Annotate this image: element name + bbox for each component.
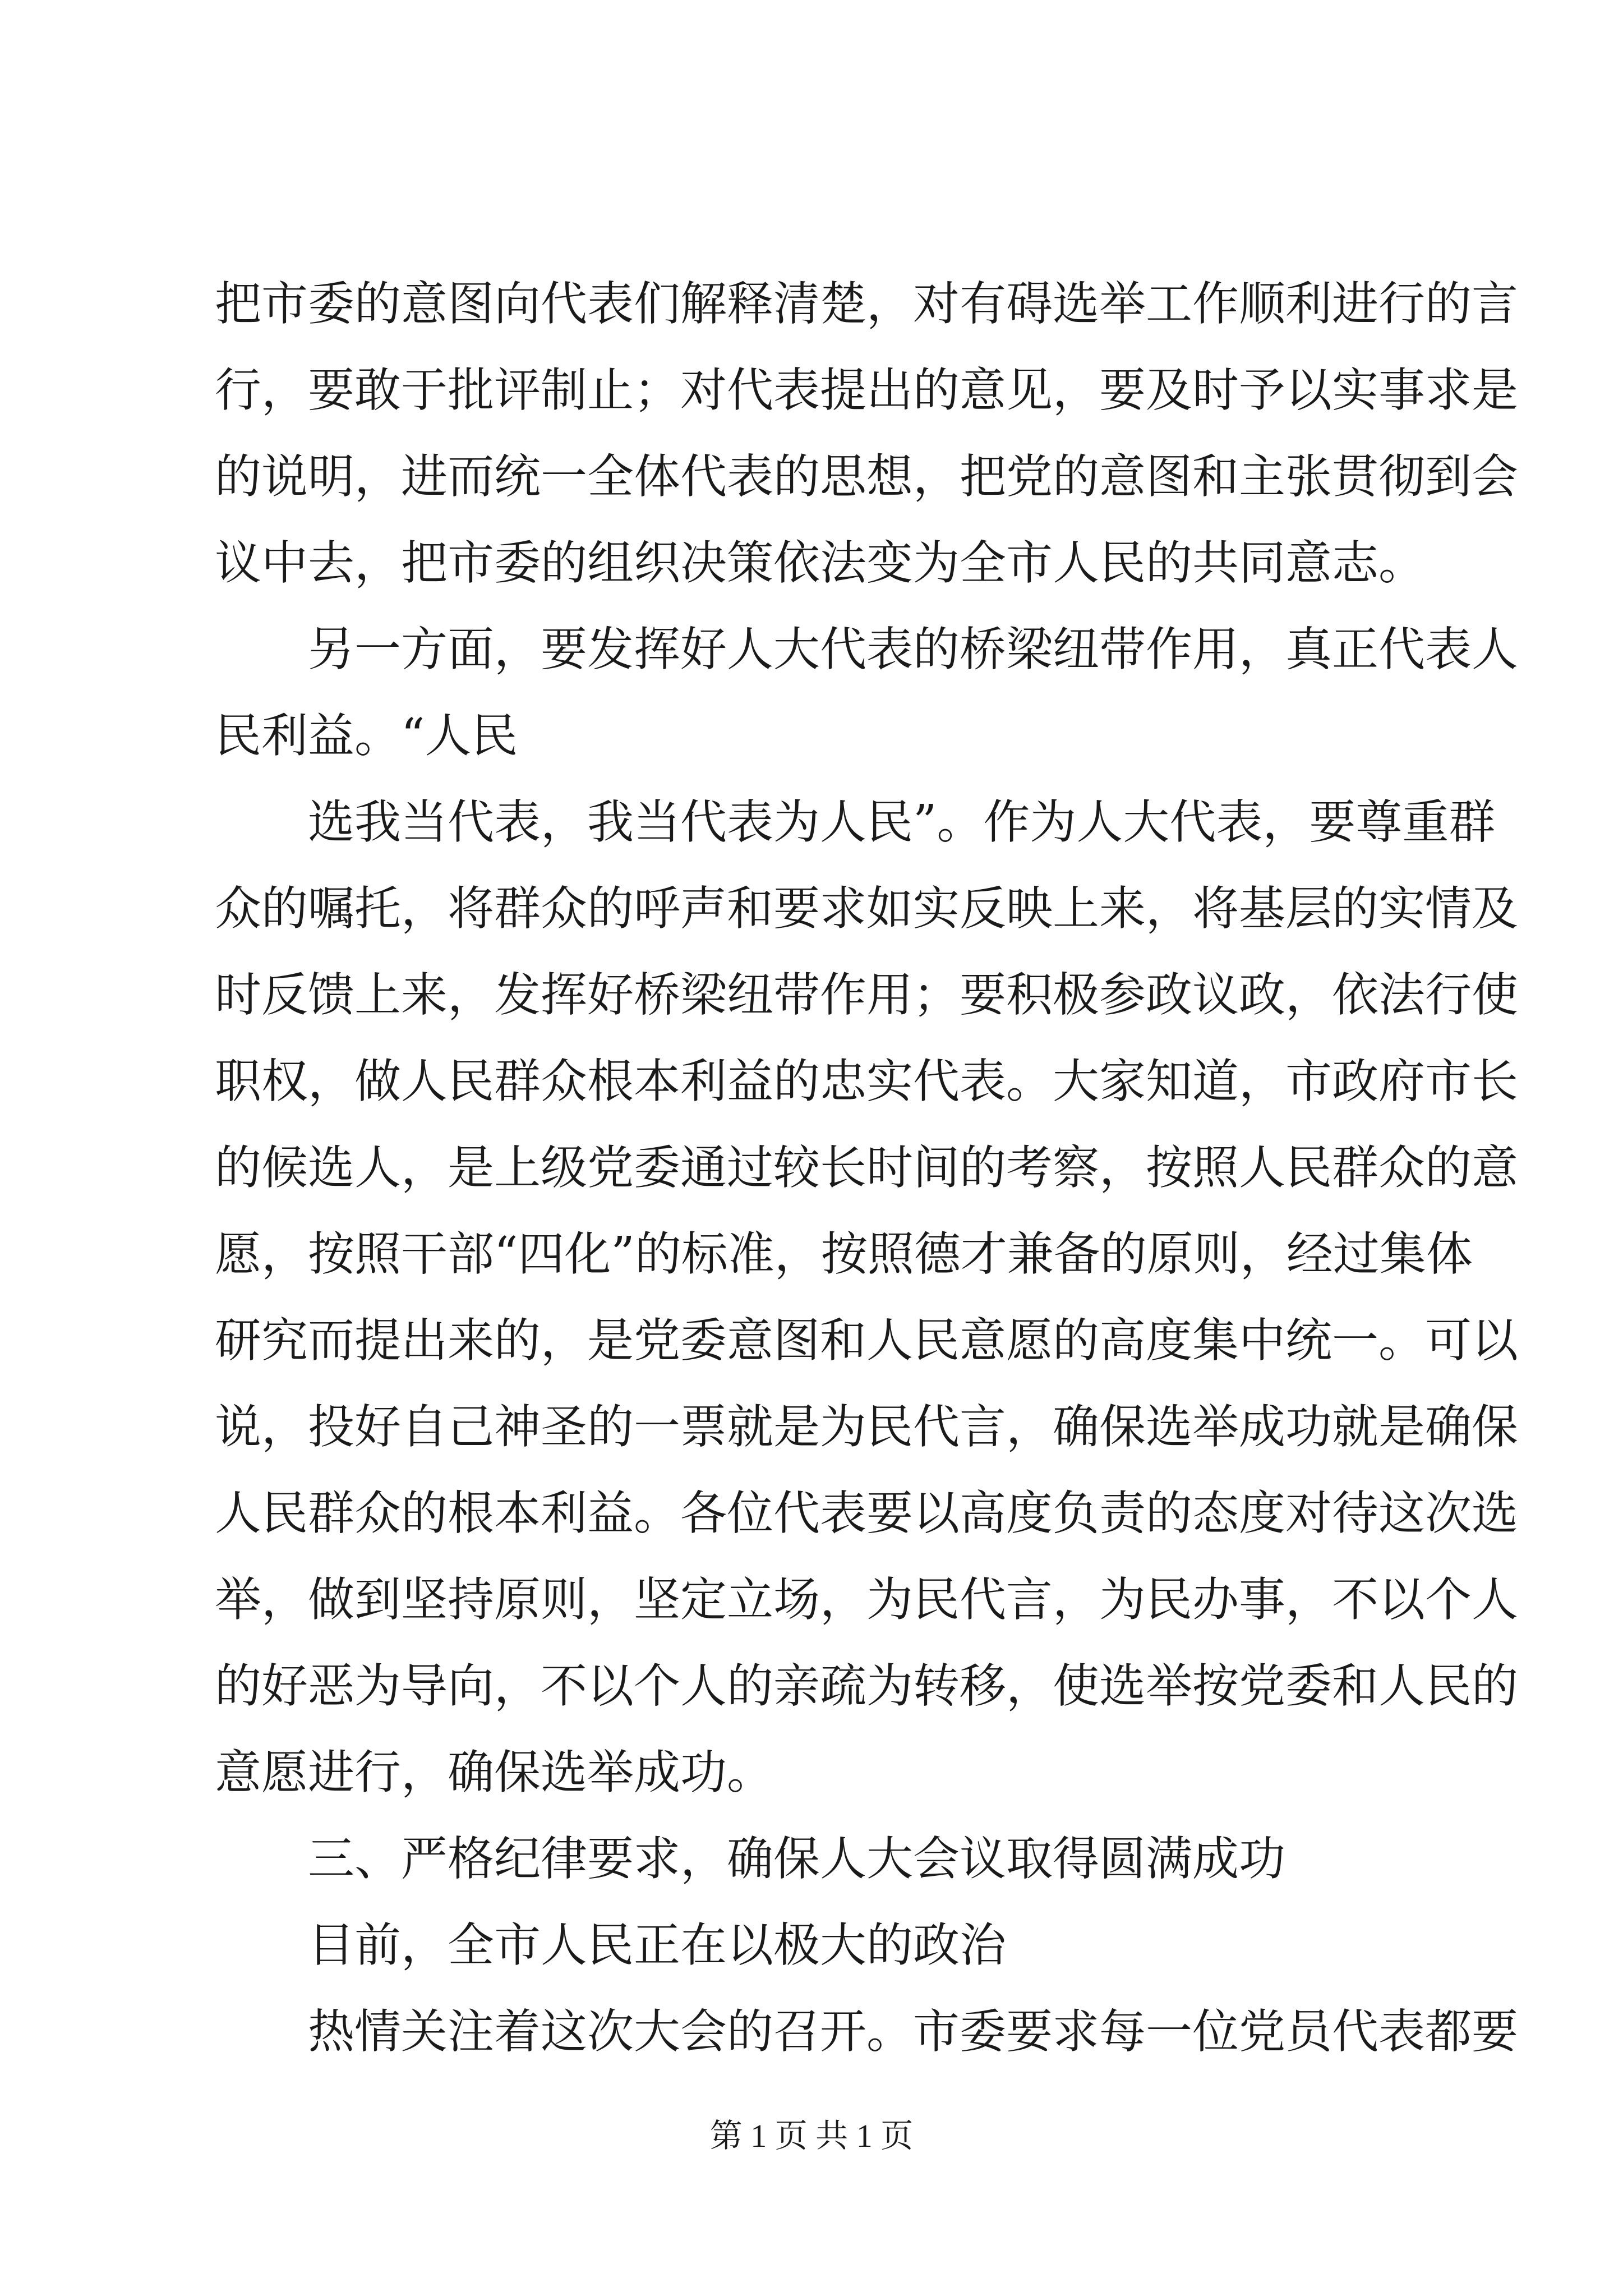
text-line: 的好恶为导向，不以个人的亲疏为转移，使选举按党委和人民的 (215, 1659, 1518, 1713)
text-line: 选我当代表，我当代表为人民”。作为人大代表，要尊重群 (308, 795, 1496, 849)
text-line: 研究而提出来的，是党委意图和人民意愿的高度集中统一。可以 (215, 1313, 1518, 1368)
text-line: 愿，按照干部“四化”的标准，按照德才兼备的原则，经过集体 (215, 1227, 1473, 1281)
section-heading: 三、严格纪律要求，确保人大会议取得圆满成功 (308, 1832, 1285, 1886)
document-body (215, 261, 1518, 2075)
text-line: 的说明，进而统一全体代表的思想，把党的意图和主张贯彻到会 (215, 449, 1518, 504)
text-line: 时反馈上来，发挥好桥梁纽带作用；要积极参政议政，依法行使 (215, 968, 1518, 1022)
text-line: 举，做到坚持原则，坚定立场，为民代言，为民办事，不以个人 (215, 1572, 1518, 1627)
page-footer: 第 1 页 共 1 页 (709, 2118, 914, 2154)
text-line: 的候选人，是上级党委通过较长时间的考察，按照人民群众的意 (215, 1140, 1518, 1195)
text-line: 行，要敢于批评制止；对代表提出的意见，要及时予以实事求是 (215, 363, 1518, 417)
text-line: 议中去，把市委的组织决策依法变为全市人民的共同意志。 (215, 536, 1425, 590)
text-line: 人民群众的根本利益。各位代表要以高度负责的态度对待这次选 (215, 1486, 1518, 1540)
text-line: 把市委的意图向代表们解释清楚，对有碍选举工作顺利进行的言 (215, 277, 1518, 331)
text-line: 众的嘱托，将群众的呼声和要求如实反映上来，将基层的实情及 (215, 881, 1518, 936)
text-line: 职权，做人民群众根本利益的忠实代表。大家知道，市政府市长 (215, 1054, 1518, 1108)
text-line: 意愿进行，确保选举成功。 (215, 1745, 773, 1800)
text-line: 目前，全市人民正在以极大的政治 (308, 1918, 1006, 1972)
text-line: 热情关注着这次大会的召开。市委要求每一位党员代表都要 (308, 2004, 1518, 2059)
text-line: 另一方面，要发挥好人大代表的桥梁纽带作用，真正代表人 (308, 622, 1518, 677)
text-line: 民利益。“人民 (215, 708, 518, 763)
text-line: 说，投好自己神圣的一票就是为民代言，确保选举成功就是确保 (215, 1400, 1518, 1454)
